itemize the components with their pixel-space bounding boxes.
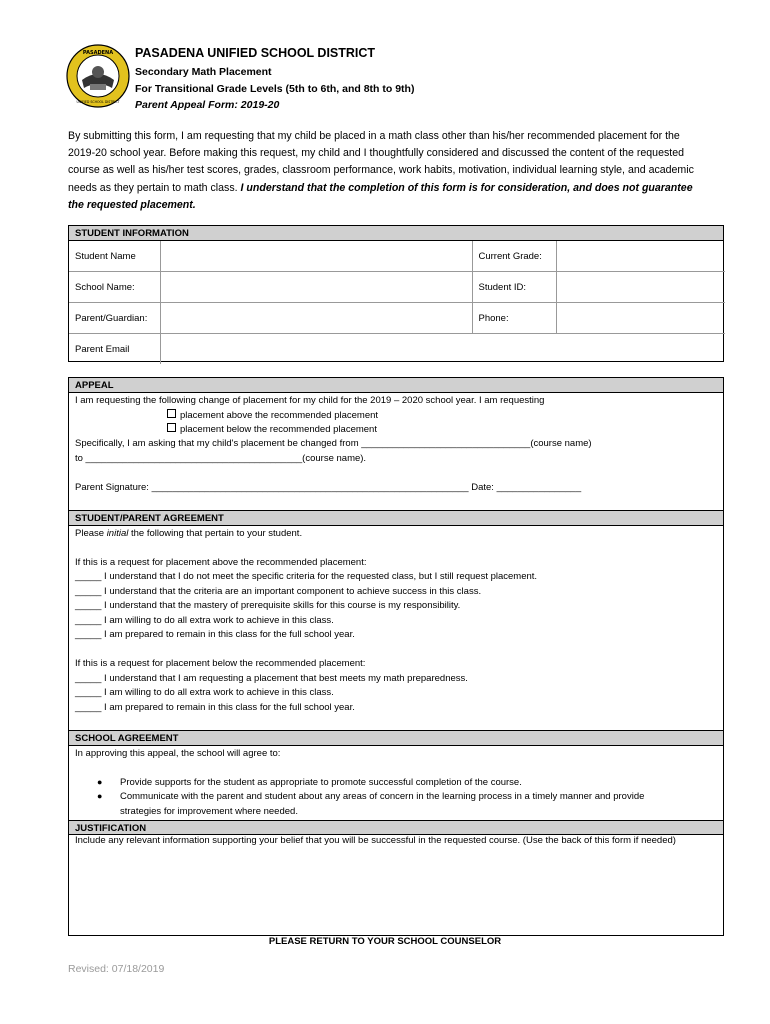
justification-field[interactable]: [69, 849, 723, 935]
course-to-line[interactable]: to _________________________________________(course name).: [75, 453, 367, 464]
list-item[interactable]: _____ I understand that the criteria are an important component to achieve success in this class.: [75, 586, 482, 597]
phone-label: Phone:: [472, 303, 556, 334]
parent-email-label: Parent Email: [69, 334, 160, 365]
school-commitment-2: Communicate with the parent and student about any areas of concern in the learning process in a timely manner and provide: [120, 791, 645, 802]
list-item[interactable]: _____ I am willing to do all extra work to achieve in this class.: [75, 615, 334, 626]
list-item[interactable]: _____ I understand that the mastery of prerequisite skills for this course is my responsibility.: [75, 600, 461, 611]
table-row: [69, 334, 725, 365]
grade-levels: For Transitional Grade Levels (5th to 6th, and 8th to 9th): [135, 83, 415, 95]
student-information-table: [69, 241, 725, 364]
parent-signature-line[interactable]: Parent Signature: ____________________________________________________________ Date: ________________: [75, 482, 582, 493]
seal-bottom-text: UNIFIED SCHOOL DISTRICT: [76, 100, 120, 104]
table-row: [69, 272, 725, 303]
student-information-title: STUDENT INFORMATION: [69, 226, 723, 241]
revised-date: Revised: 07/18/2019: [68, 963, 165, 975]
school-commitment-1: Provide supports for the student as appropriate to promote successful completion of the course.: [120, 777, 522, 788]
student-parent-agreement-title: STUDENT/PARENT AGREEMENT: [69, 511, 723, 526]
parent-email-field[interactable]: [160, 334, 725, 365]
school-name-field[interactable]: [160, 272, 472, 303]
course-from-line[interactable]: Specifically, I am asking that my child's placement be changed from ________________________________(course name): [75, 438, 592, 449]
intro-text: By submitting this form, I am requesting that my child be placed in a math class other than his/her recommended placement for the 2019-20 school year. Before making this request, my child and I thoughtfully considered and discussed the content of the requested course as well as his/her test scores, grades, classroom performance, work habits, motivation, individual learning style, and academic needs as they pertain to math class.: [68, 130, 694, 194]
district-title: PASADENA UNIFIED SCHOOL DISTRICT: [135, 46, 376, 60]
student-parent-agreement-section: [68, 510, 724, 731]
student-id-label: Student ID:: [472, 272, 556, 303]
form-subtitle: Secondary Math Placement: [135, 66, 272, 78]
parent-guardian-field[interactable]: [160, 303, 472, 334]
student-id-field[interactable]: [556, 272, 725, 303]
justification-instruction: Include any relevant information supporting your belief that you will be successful in the requested course. (Use the back of this form if needed): [75, 835, 676, 846]
student-information-section: [68, 225, 724, 362]
below-heading: If this is a request for placement below the recommended placement:: [75, 658, 366, 669]
option-below[interactable]: [167, 423, 377, 435]
parent-guardian-label: Parent/Guardian:: [69, 303, 160, 334]
student-name-field[interactable]: [160, 241, 472, 272]
intro-emphasis: I understand that the completion of this form is for consideration, and does not guarantee the requested placement.: [68, 181, 693, 211]
instruction-italic: initial: [106, 528, 129, 539]
checkbox-icon[interactable]: [167, 423, 176, 432]
instruction-post: the following that pertain to your student.: [128, 528, 303, 539]
appeal-request-line: I am requesting the following change of placement for my child for the 2019 – 2020 school year. I am requesting: [75, 395, 545, 406]
list-item[interactable]: _____ I understand that I do not meet the specific criteria for the requested class, but I still request placement.: [75, 571, 538, 582]
appeal-title: APPEAL: [69, 378, 723, 393]
table-row: [69, 241, 725, 272]
list-item[interactable]: _____ I am prepared to remain in this class for the full school year.: [75, 629, 355, 640]
option-below-label: placement below the recommended placement: [180, 424, 377, 435]
list-item[interactable]: _____ I am willing to do all extra work to achieve in this class.: [75, 687, 334, 698]
agreement-instruction: [75, 528, 302, 539]
seal-top-text: PASADENA: [82, 50, 114, 56]
list-item[interactable]: _____ I am prepared to remain in this class for the full school year.: [75, 702, 355, 713]
checkbox-icon[interactable]: [167, 409, 176, 418]
bullet-icon: ●: [97, 791, 103, 801]
list-item[interactable]: _____ I understand that I am requesting a placement that best meets my math preparedness.: [75, 673, 468, 684]
school-agreement-intro: In approving this appeal, the school will agree to:: [75, 748, 281, 759]
instruction-pre: Please: [75, 528, 107, 539]
form-name: Parent Appeal Form: 2019-20: [135, 99, 280, 111]
school-agreement-title: SCHOOL AGREEMENT: [69, 731, 723, 746]
school-agreement-section: [68, 730, 724, 936]
justification-title: JUSTIFICATION: [69, 820, 723, 835]
intro-paragraph: [68, 128, 708, 214]
appeal-section: [68, 377, 724, 511]
school-commitment-2-cont: strategies for improvement where needed.: [120, 806, 298, 817]
school-name-label: School Name:: [69, 272, 160, 303]
phone-field[interactable]: [556, 303, 725, 334]
district-seal-icon: [66, 44, 130, 108]
current-grade-field[interactable]: [556, 241, 725, 272]
student-name-label: Student Name: [69, 241, 160, 272]
table-row: [69, 303, 725, 334]
bullet-icon: ●: [97, 777, 103, 787]
option-above[interactable]: [167, 409, 378, 421]
above-heading: If this is a request for placement above the recommended placement:: [75, 557, 367, 568]
option-above-label: placement above the recommended placement: [180, 410, 379, 421]
return-note: PLEASE RETURN TO YOUR SCHOOL COUNSELOR: [268, 936, 502, 947]
current-grade-label: Current Grade:: [472, 241, 556, 272]
